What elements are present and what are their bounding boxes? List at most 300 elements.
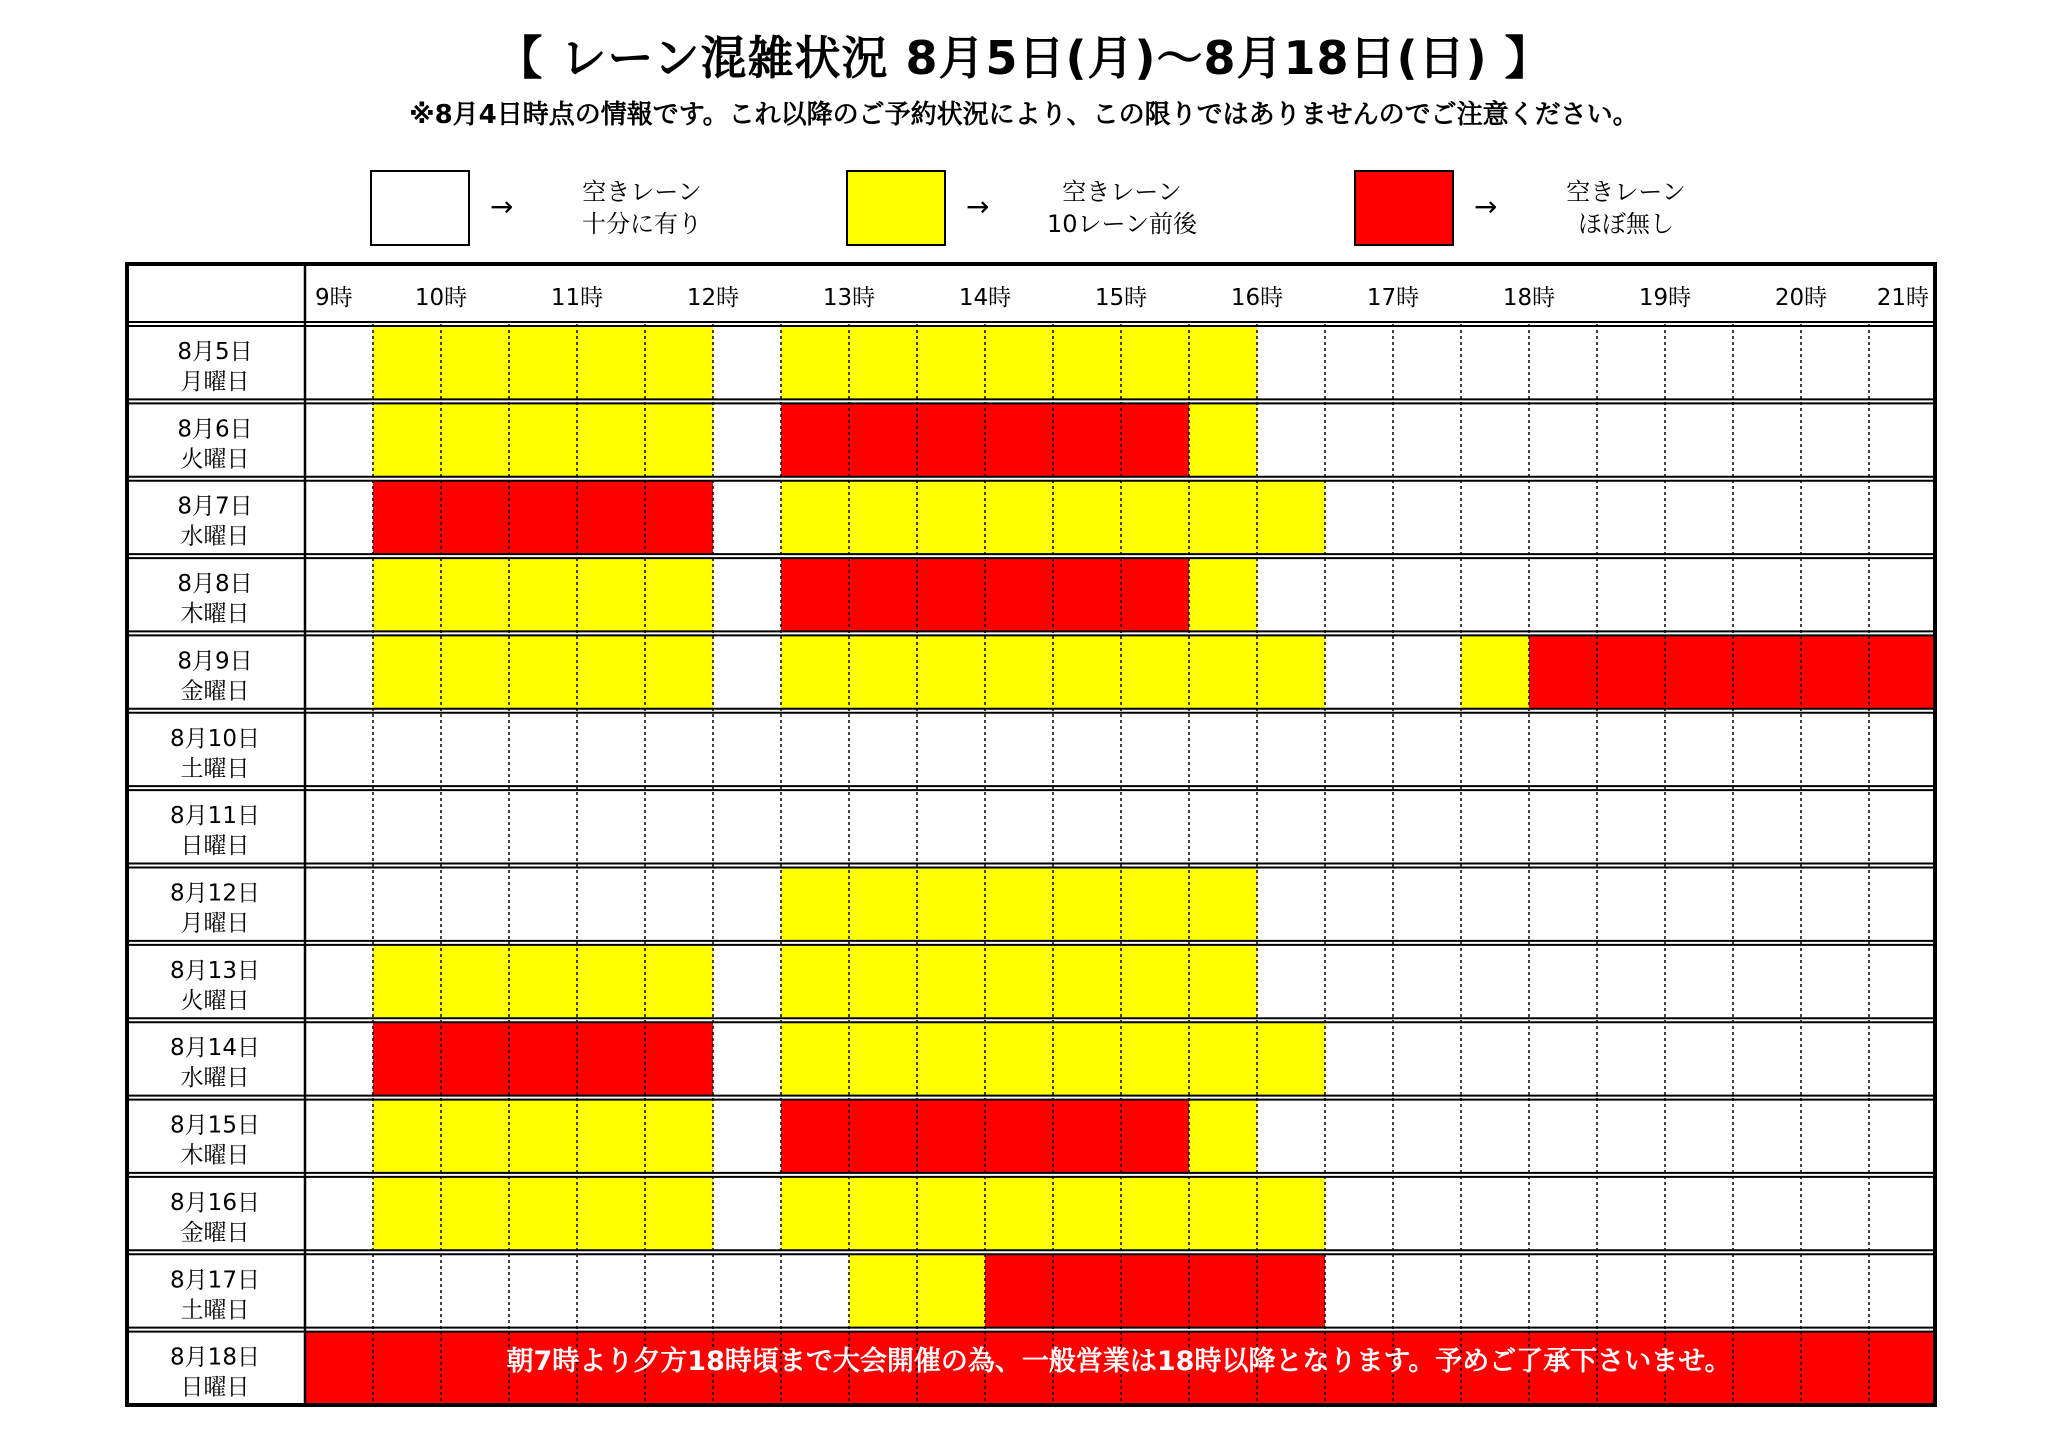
schedule-cell	[1461, 326, 1529, 399]
lane-schedule-svg	[125, 262, 1937, 1407]
row-weekday-label: 火曜日	[180, 987, 250, 1014]
schedule-cell	[441, 1254, 509, 1327]
schedule-cell	[1869, 868, 1937, 941]
schedule-cell	[1665, 481, 1733, 554]
schedule-cell	[1257, 481, 1325, 554]
schedule-cell	[1189, 1022, 1257, 1095]
schedule-cell	[849, 481, 917, 554]
row-date-label: 8月8日	[177, 571, 253, 598]
row-weekday-label: 火曜日	[180, 446, 250, 473]
schedule-cell	[1189, 1177, 1257, 1250]
row-date-label: 8月5日	[177, 339, 253, 365]
schedule-cell	[1869, 790, 1937, 863]
schedule-cell	[1869, 1177, 1937, 1250]
legend-swatch-full	[1354, 170, 1454, 246]
schedule-cell	[1529, 713, 1597, 786]
schedule-cell	[1189, 326, 1257, 399]
row-weekday-label: 金曜日	[180, 678, 250, 705]
schedule-cell	[1801, 1177, 1869, 1250]
schedule-cell	[1529, 558, 1597, 631]
schedule-cell	[1053, 326, 1121, 399]
row-weekday-label: 金曜日	[180, 1219, 250, 1246]
schedule-cell	[1597, 1254, 1665, 1327]
schedule-cell	[1393, 1177, 1461, 1250]
schedule-cell	[441, 713, 509, 786]
schedule-cell	[1461, 1022, 1529, 1095]
schedule-cell	[441, 945, 509, 1018]
schedule-cell	[985, 558, 1053, 631]
schedule-cell	[1733, 1254, 1801, 1327]
schedule-cell	[1869, 713, 1937, 786]
schedule-cell	[1257, 326, 1325, 399]
schedule-cell	[1053, 558, 1121, 631]
schedule-cell	[509, 790, 577, 863]
schedule-cell	[645, 326, 713, 399]
schedule-cell	[305, 326, 373, 399]
schedule-cell	[781, 635, 849, 708]
schedule-cell	[713, 558, 781, 631]
schedule-cell	[1393, 558, 1461, 631]
row-weekday-label: 月曜日	[180, 369, 250, 395]
schedule-cell	[1597, 790, 1665, 863]
schedule-cell	[509, 326, 577, 399]
row-date-label: 8月14日	[170, 1035, 260, 1062]
schedule-cell	[1189, 558, 1257, 631]
schedule-cell	[713, 1177, 781, 1250]
schedule-cell	[917, 1022, 985, 1095]
schedule-cell	[509, 635, 577, 708]
schedule-cell	[713, 713, 781, 786]
row-date-label: 8月6日	[177, 416, 253, 443]
schedule-cell	[305, 945, 373, 1018]
schedule-cell	[1665, 945, 1733, 1018]
schedule-cell	[1393, 481, 1461, 554]
schedule-cell	[373, 1100, 441, 1173]
schedule-cell	[509, 403, 577, 476]
schedule-cell	[1869, 945, 1937, 1018]
schedule-cell	[1801, 1100, 1869, 1173]
schedule-cell	[917, 1177, 985, 1250]
schedule-cell	[1461, 1177, 1529, 1250]
schedule-cell	[509, 945, 577, 1018]
schedule-cell	[1801, 713, 1869, 786]
schedule-cell	[645, 1177, 713, 1250]
schedule-cell	[1597, 868, 1665, 941]
schedule-cell	[373, 1022, 441, 1095]
schedule-cell	[645, 1254, 713, 1327]
hour-label: 18時	[1502, 285, 1556, 311]
schedule-cell	[577, 481, 645, 554]
schedule-cell	[577, 868, 645, 941]
schedule-cell	[441, 326, 509, 399]
schedule-cell	[849, 713, 917, 786]
schedule-cell	[1393, 945, 1461, 1018]
schedule-cell	[577, 1254, 645, 1327]
legend-label-free: 空きレーン 十分に有り	[582, 178, 702, 238]
schedule-cell	[509, 713, 577, 786]
hour-label: 21時	[1876, 285, 1929, 311]
row-date-label: 8月12日	[170, 880, 260, 907]
schedule-cell	[1733, 945, 1801, 1018]
schedule-cell	[849, 403, 917, 476]
schedule-cell	[1733, 868, 1801, 941]
schedule-cell	[917, 945, 985, 1018]
schedule-cell	[917, 1100, 985, 1173]
schedule-cell	[849, 1100, 917, 1173]
legend-label-full: 空きレーン ほぼ無し	[1566, 178, 1686, 238]
schedule-cell	[713, 945, 781, 1018]
schedule-cell	[577, 558, 645, 631]
schedule-cell	[1257, 1100, 1325, 1173]
schedule-cell	[1393, 790, 1461, 863]
schedule-cell	[1257, 1022, 1325, 1095]
schedule-cell	[305, 558, 373, 631]
schedule-cell	[373, 868, 441, 941]
schedule-cell	[1257, 713, 1325, 786]
schedule-cell	[577, 945, 645, 1018]
schedule-cell	[1257, 790, 1325, 863]
schedule-cell	[917, 481, 985, 554]
schedule-cell	[849, 326, 917, 399]
schedule-cell	[441, 635, 509, 708]
schedule-cell	[985, 481, 1053, 554]
schedule-cell	[1597, 1022, 1665, 1095]
schedule-cell	[917, 403, 985, 476]
schedule-cell	[917, 558, 985, 631]
schedule-cell	[1325, 1100, 1393, 1173]
schedule-cell	[1325, 481, 1393, 554]
schedule-cell	[373, 558, 441, 631]
schedule-cell	[1529, 945, 1597, 1018]
schedule-cell	[985, 868, 1053, 941]
schedule-cell	[1189, 403, 1257, 476]
schedule-cell	[373, 403, 441, 476]
schedule-cell	[1053, 1100, 1121, 1173]
schedule-cell	[985, 1022, 1053, 1095]
schedule-cell	[1597, 326, 1665, 399]
schedule-cell	[1529, 1100, 1597, 1173]
schedule-cell	[1461, 558, 1529, 631]
schedule-cell	[985, 1177, 1053, 1250]
schedule-cell	[373, 326, 441, 399]
schedule-cell	[1733, 790, 1801, 863]
schedule-cell	[781, 481, 849, 554]
row-weekday-label: 水曜日	[180, 523, 250, 550]
schedule-cell	[1801, 1022, 1869, 1095]
schedule-cell	[1597, 558, 1665, 631]
row-date-label: 8月9日	[177, 648, 253, 675]
row-date-label: 8月18日	[170, 1344, 260, 1371]
schedule-cell	[1325, 713, 1393, 786]
row-weekday-label: 日曜日	[180, 833, 250, 860]
schedule-cell	[577, 1177, 645, 1250]
schedule-cell	[1393, 326, 1461, 399]
schedule-cell	[1121, 558, 1189, 631]
page-title: 【 レーン混雑状況 8月5日(月)～8月18日(日) 】	[496, 31, 1552, 85]
schedule-cell	[509, 1022, 577, 1095]
schedule-cell	[577, 326, 645, 399]
schedule-cell	[1461, 713, 1529, 786]
row-weekday-label: 土曜日	[180, 755, 250, 782]
schedule-cell	[577, 403, 645, 476]
schedule-cell	[849, 635, 917, 708]
schedule-cell	[1257, 945, 1325, 1018]
schedule-cell	[1665, 868, 1733, 941]
row-date-label: 8月17日	[170, 1267, 260, 1294]
schedule-cell	[849, 790, 917, 863]
schedule-cell	[1869, 481, 1937, 554]
schedule-cell	[441, 1022, 509, 1095]
schedule-cell	[305, 1100, 373, 1173]
schedule-cell	[1053, 868, 1121, 941]
schedule-cell	[373, 945, 441, 1018]
schedule-cell	[373, 481, 441, 554]
schedule-cell	[1189, 790, 1257, 863]
schedule-cell	[1393, 868, 1461, 941]
schedule-cell	[917, 326, 985, 399]
schedule-cell	[713, 790, 781, 863]
schedule-cell	[1869, 635, 1937, 708]
schedule-cell	[985, 1100, 1053, 1173]
schedule-cell	[1121, 713, 1189, 786]
schedule-cell	[441, 403, 509, 476]
schedule-cell	[1461, 481, 1529, 554]
schedule-cell	[1393, 1100, 1461, 1173]
schedule-cell	[1665, 1177, 1733, 1250]
schedule-cell	[645, 713, 713, 786]
schedule-cell	[781, 713, 849, 786]
schedule-cell	[1053, 403, 1121, 476]
schedule-cell	[1053, 635, 1121, 708]
schedule-cell	[441, 868, 509, 941]
schedule-cell	[645, 868, 713, 941]
schedule-cell	[1869, 1022, 1937, 1095]
schedule-cell	[1257, 868, 1325, 941]
schedule-cell	[373, 790, 441, 863]
hour-label: 12時	[686, 285, 740, 311]
schedule-cell	[1121, 868, 1189, 941]
legend-swatch-free	[370, 170, 470, 246]
schedule-cell	[441, 1177, 509, 1250]
schedule-cell	[1325, 635, 1393, 708]
hour-label: 11時	[550, 285, 604, 311]
schedule-cell	[1121, 790, 1189, 863]
schedule-cell	[373, 1254, 441, 1327]
schedule-cell	[1053, 945, 1121, 1018]
schedule-cell	[1529, 326, 1597, 399]
schedule-cell	[305, 790, 373, 863]
schedule-cell	[645, 403, 713, 476]
row-weekday-label: 木曜日	[180, 601, 250, 628]
schedule-cell	[1053, 1022, 1121, 1095]
schedule-cell	[645, 558, 713, 631]
schedule-cell	[645, 1022, 713, 1095]
schedule-cell	[917, 1254, 985, 1327]
schedule-cell	[1665, 1254, 1733, 1327]
row-weekday-label: 土曜日	[180, 1297, 250, 1324]
schedule-cell	[1733, 558, 1801, 631]
schedule-cell	[577, 1022, 645, 1095]
schedule-cell	[1733, 1177, 1801, 1250]
schedule-cell	[1529, 1177, 1597, 1250]
schedule-cell	[577, 1100, 645, 1173]
legend-arrow-icon: →	[490, 190, 514, 223]
schedule-cell	[1053, 713, 1121, 786]
hour-label: 17時	[1366, 285, 1420, 311]
schedule-cell	[1665, 635, 1733, 708]
schedule-cell	[985, 1254, 1053, 1327]
schedule-cell	[781, 790, 849, 863]
hour-label: 15時	[1094, 285, 1148, 311]
schedule-cell	[1121, 1022, 1189, 1095]
schedule-cell	[441, 558, 509, 631]
schedule-cell	[305, 635, 373, 708]
legend-label-mid: 空きレーン 10レーン前後	[1046, 178, 1198, 238]
schedule-cell	[713, 868, 781, 941]
schedule-cell	[713, 403, 781, 476]
schedule-cell	[1189, 1100, 1257, 1173]
schedule-cell	[985, 326, 1053, 399]
schedule-cell	[1461, 945, 1529, 1018]
schedule-cell	[1665, 1022, 1733, 1095]
row-date-label: 8月15日	[170, 1112, 260, 1139]
schedule-cell	[645, 790, 713, 863]
schedule-cell	[645, 945, 713, 1018]
schedule-cell	[1189, 1254, 1257, 1327]
hour-label: 9時	[315, 285, 353, 311]
schedule-cell	[1597, 713, 1665, 786]
hour-label: 16時	[1230, 285, 1284, 311]
schedule-cell	[1529, 790, 1597, 863]
schedule-cell	[1733, 1022, 1801, 1095]
schedule-cell	[441, 1100, 509, 1173]
schedule-cell	[1121, 481, 1189, 554]
schedule-cell	[1053, 1254, 1121, 1327]
legend-arrow-icon: →	[966, 190, 990, 223]
schedule-cell	[1393, 1254, 1461, 1327]
schedule-cell	[849, 868, 917, 941]
schedule-cell	[1801, 945, 1869, 1018]
schedule-cell	[849, 1177, 917, 1250]
schedule-cell	[1869, 1254, 1937, 1327]
schedule-cell	[781, 1254, 849, 1327]
schedule-cell	[1597, 635, 1665, 708]
schedule-cell	[1393, 635, 1461, 708]
schedule-cell	[1393, 713, 1461, 786]
schedule-cell	[577, 635, 645, 708]
legend-arrow-icon: →	[1474, 190, 1498, 223]
hour-label: 19時	[1638, 285, 1692, 311]
schedule-cell	[917, 635, 985, 708]
schedule-cell	[373, 713, 441, 786]
schedule-cell	[1665, 558, 1733, 631]
schedule-cell	[509, 481, 577, 554]
schedule-cell	[305, 481, 373, 554]
schedule-cell	[1325, 1254, 1393, 1327]
schedule-cell	[1529, 481, 1597, 554]
schedule-cell	[1529, 1254, 1597, 1327]
schedule-cell	[849, 1254, 917, 1327]
schedule-cell	[1257, 1254, 1325, 1327]
schedule-cell	[1733, 713, 1801, 786]
tournament-notice: 朝7時より夕方18時頃まで大会開催の為、一般営業は18時以降となります。予めご了承下さいませ。	[506, 1345, 1732, 1377]
schedule-cell	[1665, 403, 1733, 476]
schedule-cell	[509, 1100, 577, 1173]
schedule-cell	[1325, 1022, 1393, 1095]
schedule-cell	[305, 868, 373, 941]
schedule-cell	[305, 1254, 373, 1327]
schedule-cell	[1325, 945, 1393, 1018]
schedule-cell	[645, 1100, 713, 1173]
schedule-cell	[1461, 868, 1529, 941]
row-weekday-label: 日曜日	[180, 1374, 250, 1401]
schedule-cell	[1869, 558, 1937, 631]
lane-schedule-grid	[125, 262, 1937, 1407]
schedule-cell	[713, 326, 781, 399]
schedule-cell	[509, 868, 577, 941]
schedule-cell	[1597, 945, 1665, 1018]
schedule-cell	[1801, 558, 1869, 631]
schedule-cell	[1325, 326, 1393, 399]
row-date-label: 8月16日	[170, 1189, 260, 1216]
schedule-cell	[1121, 945, 1189, 1018]
schedule-cell	[1325, 558, 1393, 631]
schedule-cell	[1121, 1177, 1189, 1250]
schedule-cell	[1733, 326, 1801, 399]
schedule-cell	[305, 1177, 373, 1250]
schedule-cell	[713, 481, 781, 554]
schedule-cell	[1665, 326, 1733, 399]
schedule-cell	[781, 403, 849, 476]
schedule-cell	[1461, 1254, 1529, 1327]
schedule-cell	[1529, 403, 1597, 476]
schedule-cell	[1801, 790, 1869, 863]
legend-swatch-mid	[846, 170, 946, 246]
schedule-cell	[1665, 1100, 1733, 1173]
schedule-cell	[1597, 1100, 1665, 1173]
schedule-cell	[1325, 868, 1393, 941]
schedule-cell	[1189, 713, 1257, 786]
schedule-cell	[509, 1177, 577, 1250]
schedule-cell	[373, 1177, 441, 1250]
schedule-cell	[917, 790, 985, 863]
row-date-label: 8月13日	[170, 957, 260, 984]
schedule-cell	[781, 558, 849, 631]
row-date-label: 8月10日	[170, 725, 260, 752]
schedule-cell	[1529, 868, 1597, 941]
schedule-cell	[441, 790, 509, 863]
schedule-cell	[985, 635, 1053, 708]
schedule-cell	[645, 635, 713, 708]
row-weekday-label: 水曜日	[180, 1065, 250, 1092]
schedule-cell	[645, 481, 713, 554]
schedule-cell	[1597, 403, 1665, 476]
schedule-cell	[1869, 1100, 1937, 1173]
schedule-cell	[441, 481, 509, 554]
schedule-cell	[1801, 326, 1869, 399]
schedule-cell	[849, 558, 917, 631]
schedule-cell	[985, 403, 1053, 476]
schedule-cell	[1801, 868, 1869, 941]
schedule-cell	[577, 790, 645, 863]
schedule-cell	[1665, 790, 1733, 863]
schedule-cell	[1801, 403, 1869, 476]
schedule-cell	[713, 635, 781, 708]
schedule-cell	[1325, 1177, 1393, 1250]
schedule-cell	[1257, 403, 1325, 476]
schedule-cell	[1121, 403, 1189, 476]
schedule-cell	[1801, 635, 1869, 708]
